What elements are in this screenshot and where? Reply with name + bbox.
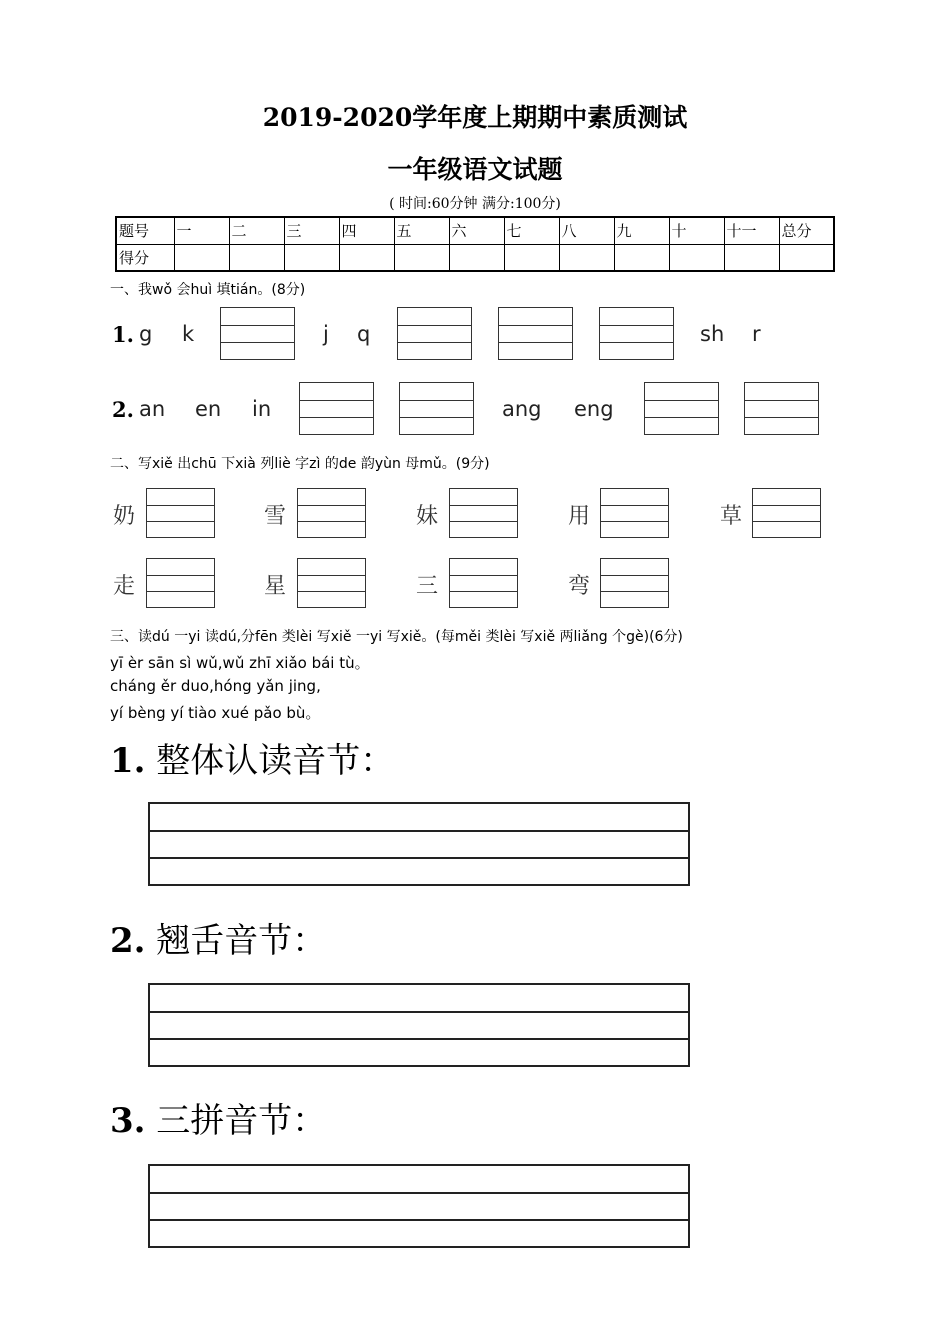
character: 走	[113, 574, 136, 599]
character: 雪	[264, 504, 287, 529]
part-heading	[110, 733, 394, 782]
part-heading	[110, 1093, 326, 1142]
question-number: 2.	[112, 397, 134, 422]
table-cell: 一	[174, 217, 229, 244]
answer-writing-box[interactable]	[148, 1164, 690, 1248]
letter: g	[139, 322, 153, 346]
pinyin-writing-box[interactable]	[599, 307, 674, 360]
table-cell: 得分	[116, 244, 174, 271]
letter: ang	[502, 397, 542, 421]
table-cell: 三	[284, 217, 339, 244]
letter: en	[195, 397, 222, 421]
final-writing-box[interactable]	[146, 488, 215, 538]
pinyin-writing-box[interactable]	[744, 382, 819, 435]
answer-writing-box[interactable]	[148, 983, 690, 1067]
score-cell[interactable]	[504, 244, 559, 271]
score-cell[interactable]	[394, 244, 449, 271]
score-cell[interactable]	[779, 244, 834, 271]
character: 弯	[568, 574, 591, 599]
pinyin-writing-box[interactable]	[644, 382, 719, 435]
exam-info: ( 时间:60分钟 满分:100分)	[389, 196, 561, 212]
final-writing-box[interactable]	[600, 558, 669, 608]
question-number: 1.	[112, 322, 134, 347]
letter: in	[252, 397, 272, 421]
score-cell[interactable]	[174, 244, 229, 271]
score-table-header-row	[116, 217, 834, 244]
letter: k	[182, 322, 195, 346]
table-cell: 十	[669, 217, 724, 244]
pinyin-writing-box[interactable]	[397, 307, 472, 360]
part-label: 三拼音节：	[145, 1101, 327, 1141]
character: 妹	[416, 504, 439, 529]
part-heading	[110, 913, 326, 962]
table-cell: 五	[394, 217, 449, 244]
table-cell: 六	[449, 217, 504, 244]
score-cell[interactable]	[339, 244, 394, 271]
part-number: 1.	[110, 741, 146, 781]
score-table	[115, 216, 835, 272]
letter: an	[139, 397, 166, 421]
part-number: 3.	[110, 1101, 146, 1141]
section3-heading: 三、读dú 一yi 读dú,分fēn 类lèi 写xiě 一yi 写xiě。(每měi 类lèi 写xiě 两liǎng 个gè)(6分)	[110, 629, 683, 645]
page-subtitle: 一年级语文试题	[387, 155, 563, 184]
character: 三	[416, 574, 439, 599]
score-cell[interactable]	[229, 244, 284, 271]
pinyin-writing-box[interactable]	[498, 307, 573, 360]
letter: q	[357, 322, 371, 346]
final-writing-box[interactable]	[752, 488, 821, 538]
pinyin-writing-box[interactable]	[299, 382, 374, 435]
character: 草	[720, 504, 743, 529]
table-cell: 九	[614, 217, 669, 244]
section2-heading: 二、写xiě 出chū 下xià 列liè 字zì 的de 韵yùn 母mǔ。(9分)	[110, 456, 490, 472]
letter: j	[323, 322, 329, 346]
letter: eng	[574, 397, 614, 421]
final-writing-box[interactable]	[297, 488, 366, 538]
table-cell: 四	[339, 217, 394, 244]
letter: sh	[700, 322, 725, 346]
score-table-score-row	[116, 244, 834, 271]
letter: r	[752, 322, 761, 346]
final-writing-box[interactable]	[600, 488, 669, 538]
part-label: 整体认读音节：	[145, 741, 395, 781]
score-cell[interactable]	[559, 244, 614, 271]
pinyin-line: yī èr sān sì wǔ,wǔ zhī xiǎo bái tù。	[110, 654, 370, 672]
score-cell[interactable]	[449, 244, 504, 271]
final-writing-box[interactable]	[297, 558, 366, 608]
score-cell[interactable]	[284, 244, 339, 271]
pinyin-line: cháng ěr duo,hóng yǎn jing,	[110, 677, 321, 695]
character: 奶	[113, 504, 136, 529]
character: 用	[568, 504, 591, 529]
pinyin-writing-box[interactable]	[220, 307, 295, 360]
table-cell: 十一	[724, 217, 779, 244]
score-cell[interactable]	[724, 244, 779, 271]
page-title: 2019-2020学年度上期期中素质测试	[262, 103, 688, 132]
table-cell: 八	[559, 217, 614, 244]
table-cell: 题号	[116, 217, 174, 244]
final-writing-box[interactable]	[146, 558, 215, 608]
score-cell[interactable]	[614, 244, 669, 271]
final-writing-box[interactable]	[449, 558, 518, 608]
part-number: 2.	[110, 921, 146, 961]
pinyin-line: yí bèng yí tiào xué pǎo bù。	[110, 704, 321, 722]
answer-writing-box[interactable]	[148, 802, 690, 886]
character: 星	[264, 574, 287, 599]
table-cell: 总分	[779, 217, 834, 244]
part-label: 翘舌音节：	[145, 921, 327, 961]
table-cell: 七	[504, 217, 559, 244]
table-cell: 二	[229, 217, 284, 244]
pinyin-writing-box[interactable]	[399, 382, 474, 435]
score-cell[interactable]	[669, 244, 724, 271]
section1-heading: 一、我wǒ 会huì 填tián。(8分)	[110, 282, 306, 298]
final-writing-box[interactable]	[449, 488, 518, 538]
